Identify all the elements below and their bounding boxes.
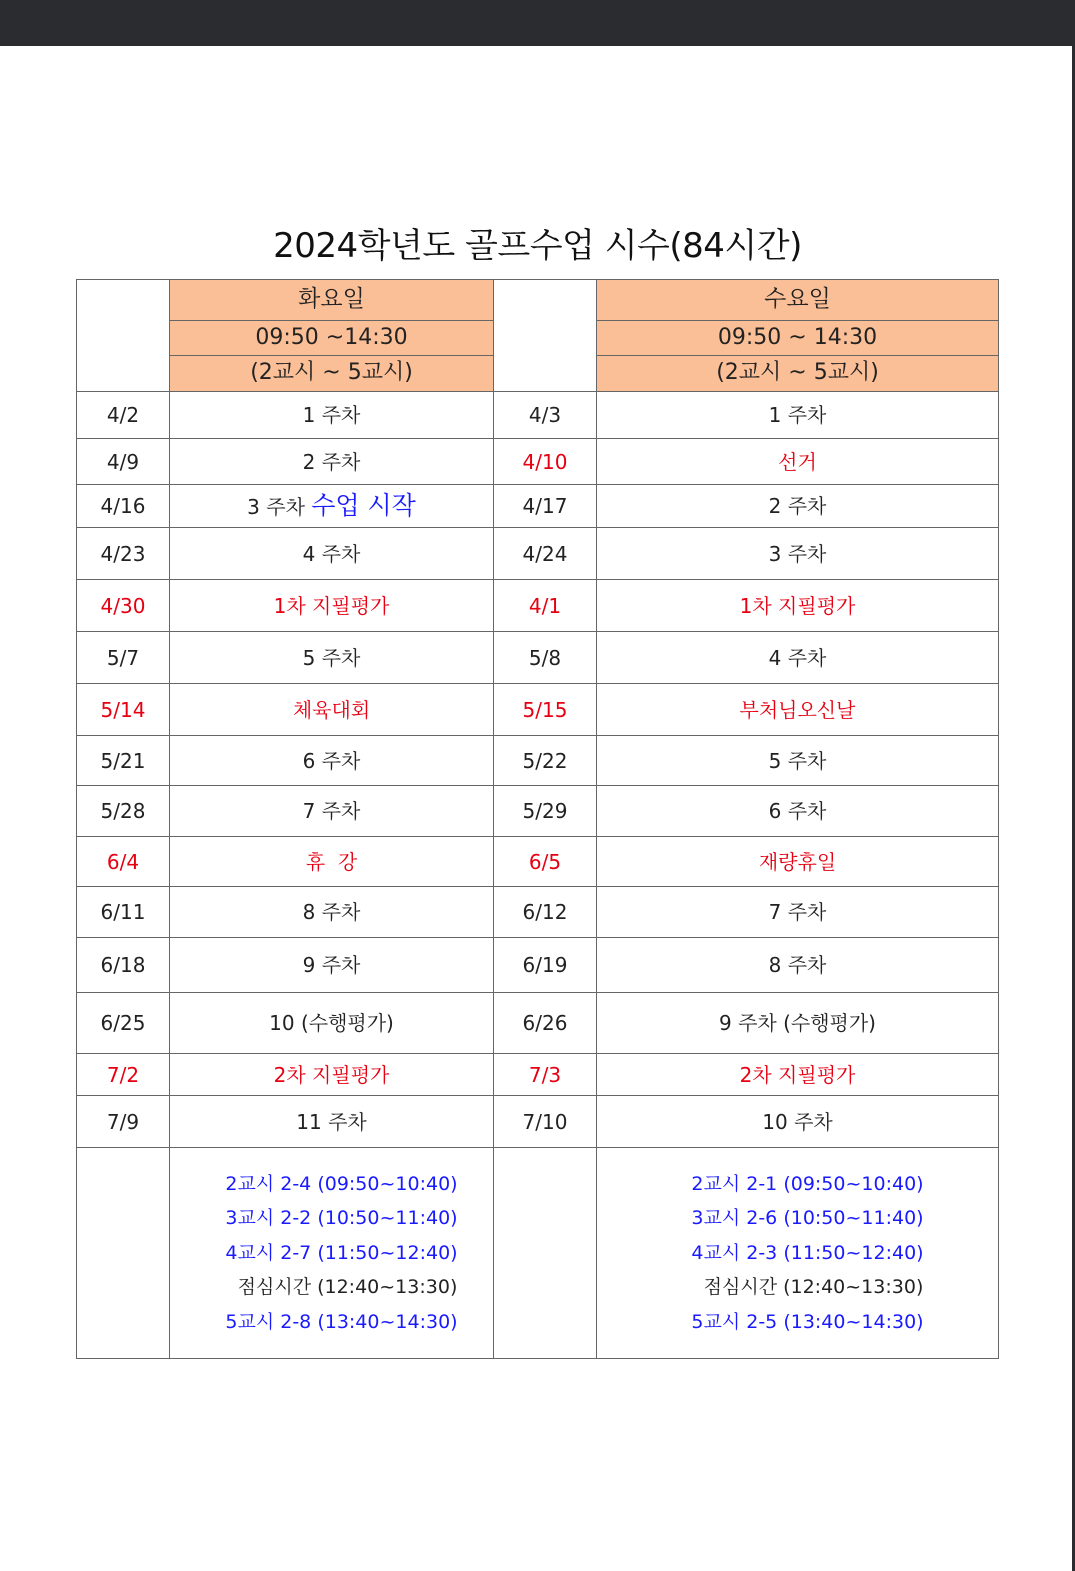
table-row bbox=[77, 632, 999, 684]
wed-date: 5/29 bbox=[494, 786, 597, 837]
document-title: 2024학년도 골프수업 시수(84시간) bbox=[273, 226, 802, 266]
tue-date: 4/16 bbox=[77, 485, 170, 528]
table-row bbox=[77, 993, 999, 1054]
tue-content: 5 주차 bbox=[170, 632, 494, 684]
top-bar bbox=[0, 0, 1075, 46]
tue-date: 6/11 bbox=[77, 887, 170, 938]
table-row bbox=[77, 938, 999, 993]
table-row bbox=[77, 392, 999, 439]
wednesday-header: 수요일 bbox=[597, 280, 999, 321]
wed-content: 6 주차 bbox=[597, 786, 999, 837]
wed-date: 4/3 bbox=[494, 392, 597, 439]
tue-date: 6/18 bbox=[77, 938, 170, 993]
tue-content: 10 (수행평가) bbox=[170, 993, 494, 1054]
table-row bbox=[77, 887, 999, 938]
schedule-table bbox=[76, 279, 999, 1359]
note-line: 3교시 2-2 (10:50~11:40) bbox=[225, 1207, 458, 1230]
note-line: 4교시 2-7 (11:50~12:40) bbox=[225, 1241, 458, 1264]
tue-content: 1 주차 bbox=[170, 392, 494, 439]
wed-date: 5/15 bbox=[494, 684, 597, 736]
wed-date: 4/24 bbox=[494, 528, 597, 580]
wed-content: 4 주차 bbox=[597, 632, 999, 684]
table-row bbox=[77, 1096, 999, 1148]
table-row bbox=[77, 485, 999, 528]
wed-content: 1 주차 bbox=[597, 392, 999, 439]
tue-content: 2 주차 bbox=[170, 439, 494, 485]
note-line: 5교시 2-8 (13:40~14:30) bbox=[225, 1310, 458, 1333]
tuesday-header: 화요일 bbox=[170, 280, 494, 321]
wed-date: 7/10 bbox=[494, 1096, 597, 1148]
notes-row bbox=[77, 1148, 999, 1359]
tue-content: 6 주차 bbox=[170, 736, 494, 786]
tue-date: 5/21 bbox=[77, 736, 170, 786]
table-row bbox=[77, 684, 999, 736]
table-row bbox=[77, 786, 999, 837]
tue-content: 1차 지필평가 bbox=[170, 580, 494, 632]
wed-content: 2 주차 bbox=[597, 485, 999, 528]
wed-content: 부처님오신날 bbox=[597, 684, 999, 736]
tue-date: 6/4 bbox=[77, 837, 170, 887]
tue-content: 휴 강 bbox=[170, 837, 494, 887]
note-line: 2교시 2-4 (09:50~10:40) bbox=[225, 1172, 458, 1195]
tue-content bbox=[170, 485, 494, 528]
wednesday-periods: (2교시 ~ 5교시) bbox=[597, 356, 999, 392]
tuesday-time: 09:50 ~14:30 bbox=[170, 321, 494, 356]
tue-date: 4/23 bbox=[77, 528, 170, 580]
tue-content: 2차 지필평가 bbox=[170, 1054, 494, 1096]
tue-date: 5/28 bbox=[77, 786, 170, 837]
table-row bbox=[77, 736, 999, 786]
tue-date: 5/7 bbox=[77, 632, 170, 684]
tue-date: 7/9 bbox=[77, 1096, 170, 1148]
wed-content: 2차 지필평가 bbox=[597, 1054, 999, 1096]
wed-date: 6/26 bbox=[494, 993, 597, 1054]
tue-content: 4 주차 bbox=[170, 528, 494, 580]
header-blank-left bbox=[77, 280, 170, 392]
wed-content: 9 주차 (수행평가) bbox=[597, 993, 999, 1054]
wed-date: 4/1 bbox=[494, 580, 597, 632]
wednesday-period-notes bbox=[597, 1148, 999, 1359]
note-line-lunch: 점심시간 (12:40~13:30) bbox=[703, 1276, 924, 1299]
tue-date: 6/25 bbox=[77, 993, 170, 1054]
tue-date: 4/9 bbox=[77, 439, 170, 485]
note-line: 4교시 2-3 (11:50~12:40) bbox=[691, 1241, 924, 1264]
wed-content: 5 주차 bbox=[597, 736, 999, 786]
tue-date: 5/14 bbox=[77, 684, 170, 736]
tue-content: 8 주차 bbox=[170, 887, 494, 938]
wed-date: 5/22 bbox=[494, 736, 597, 786]
note-line: 3교시 2-6 (10:50~11:40) bbox=[691, 1207, 924, 1230]
table-row bbox=[77, 1054, 999, 1096]
wed-date: 4/10 bbox=[494, 439, 597, 485]
wed-date: 5/8 bbox=[494, 632, 597, 684]
note-line: 5교시 2-5 (13:40~14:30) bbox=[691, 1310, 924, 1333]
wed-date: 4/17 bbox=[494, 485, 597, 528]
header-row-day bbox=[77, 280, 999, 321]
wed-content: 3 주차 bbox=[597, 528, 999, 580]
header-blank-mid bbox=[494, 280, 597, 392]
tue-content: 9 주차 bbox=[170, 938, 494, 993]
tue-date: 4/30 bbox=[77, 580, 170, 632]
note-line: 2교시 2-1 (09:50~10:40) bbox=[691, 1172, 924, 1195]
notes-blank-left bbox=[77, 1148, 170, 1359]
tuesday-periods: (2교시 ~ 5교시) bbox=[170, 356, 494, 392]
wed-content: 10 주차 bbox=[597, 1096, 999, 1148]
table-row bbox=[77, 439, 999, 485]
notes-blank-mid bbox=[494, 1148, 597, 1359]
tuesday-period-notes bbox=[170, 1148, 494, 1359]
tue-content: 11 주차 bbox=[170, 1096, 494, 1148]
wed-content: 선거 bbox=[597, 439, 999, 485]
wed-date: 6/5 bbox=[494, 837, 597, 887]
wed-date: 7/3 bbox=[494, 1054, 597, 1096]
table-row bbox=[77, 837, 999, 887]
note-line-lunch: 점심시간 (12:40~13:30) bbox=[237, 1276, 458, 1299]
tue-content: 7 주차 bbox=[170, 786, 494, 837]
tue-content: 체육대회 bbox=[170, 684, 494, 736]
wed-date: 6/12 bbox=[494, 887, 597, 938]
wed-date: 6/19 bbox=[494, 938, 597, 993]
class-start-label: 수업 시작 bbox=[311, 491, 416, 520]
table-row bbox=[77, 528, 999, 580]
wed-content: 재량휴일 bbox=[597, 837, 999, 887]
tue-content-week: 3 주차 bbox=[247, 495, 312, 519]
table-row bbox=[77, 580, 999, 632]
tue-date: 4/2 bbox=[77, 392, 170, 439]
wed-content: 1차 지필평가 bbox=[597, 580, 999, 632]
wednesday-time: 09:50 ~ 14:30 bbox=[597, 321, 999, 356]
tue-date: 7/2 bbox=[77, 1054, 170, 1096]
wed-content: 8 주차 bbox=[597, 938, 999, 993]
wed-content: 7 주차 bbox=[597, 887, 999, 938]
